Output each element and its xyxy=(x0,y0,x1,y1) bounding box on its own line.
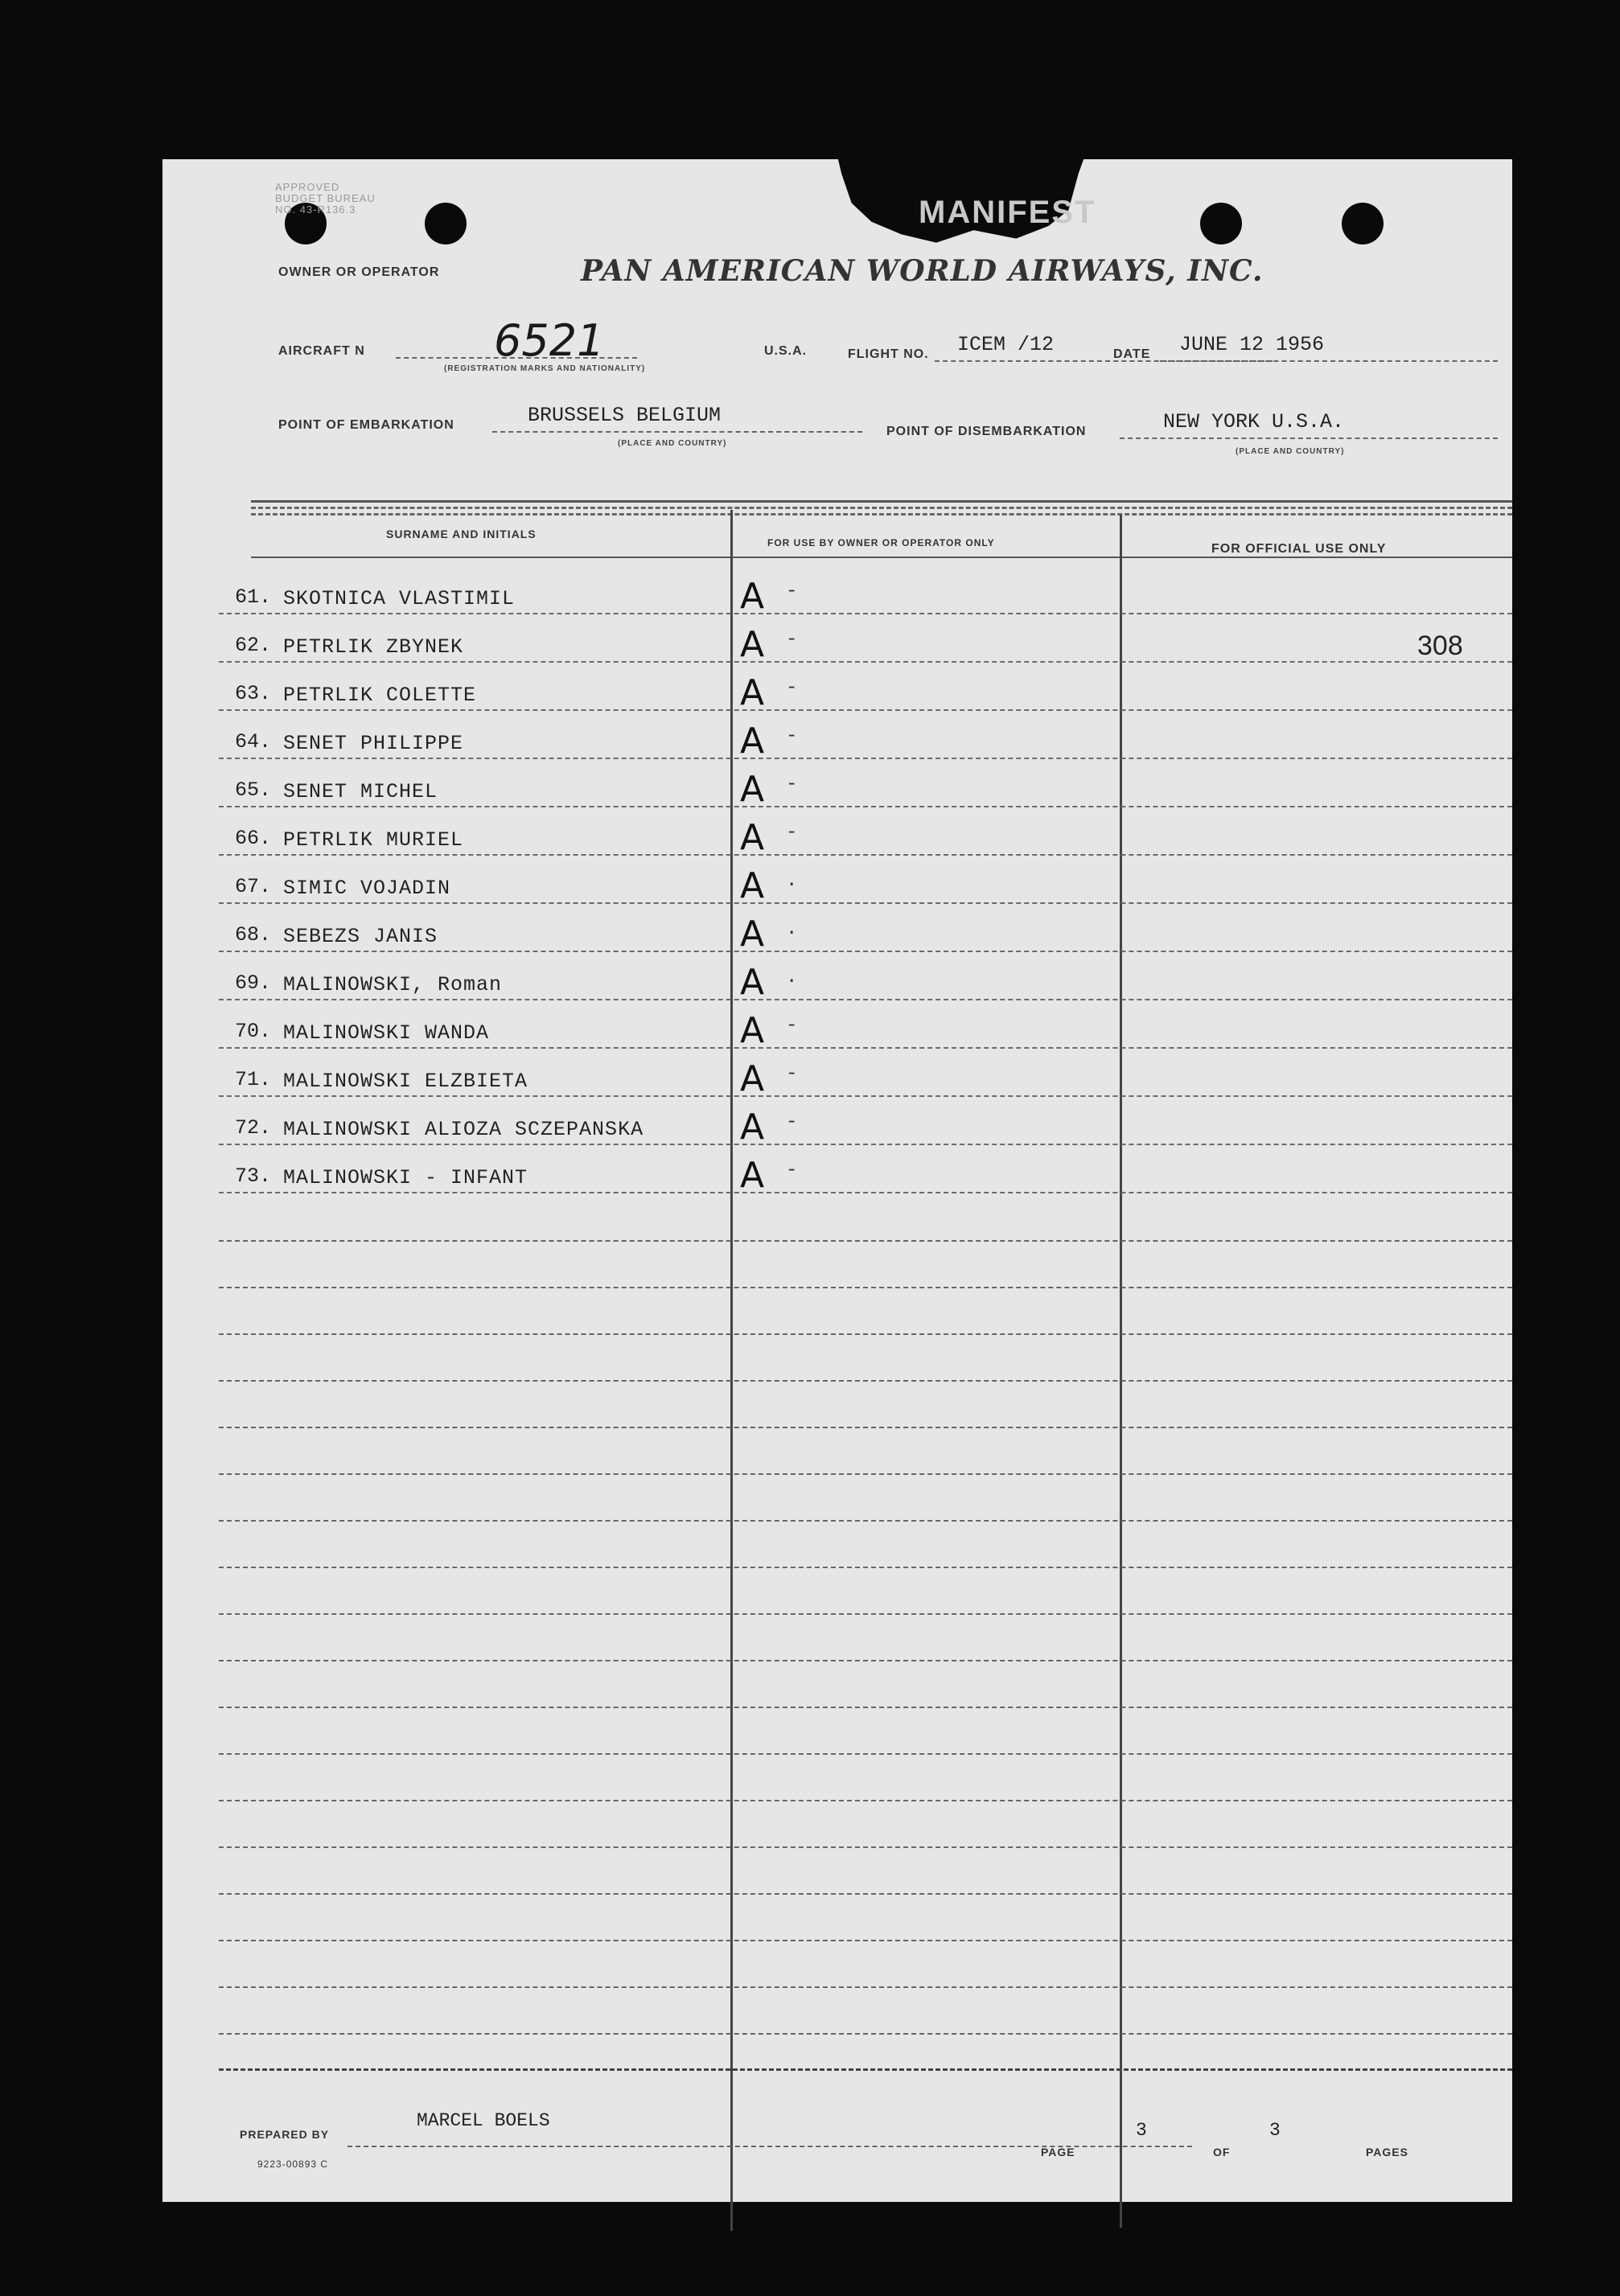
blank-row-line xyxy=(219,1240,1512,1242)
blank-row-line xyxy=(219,2033,1512,2035)
blank-row-line xyxy=(219,1567,1512,1568)
punch-hole xyxy=(425,203,467,244)
page-label: PAGE xyxy=(1041,2146,1075,2158)
operator-code: A xyxy=(740,1107,765,1148)
passenger-name: MALINOWSKI - INFANT xyxy=(283,1166,528,1189)
row-line xyxy=(219,613,1512,614)
passenger-name: MALINOWSKI WANDA xyxy=(283,1021,490,1045)
passenger-row xyxy=(162,915,1512,963)
row-line xyxy=(219,758,1512,759)
passenger-name: PETRLIK ZBYNEK xyxy=(283,635,464,659)
row-line xyxy=(219,1192,1512,1193)
carrier-name: PAN AMERICAN WORLD AIRWAYS, INC. xyxy=(581,254,1264,288)
operator-mark: - xyxy=(786,1063,798,1085)
row-line xyxy=(219,1095,1512,1097)
prepared-value: MARCEL BOELS xyxy=(417,2110,550,2131)
operator-mark: . xyxy=(786,918,798,940)
row-number: 65. xyxy=(235,778,272,802)
operator-code: A xyxy=(740,865,765,906)
operator-code: A xyxy=(740,672,765,713)
blank-row-line xyxy=(219,1707,1512,1708)
blank-row-line xyxy=(219,1800,1512,1801)
operator-mark: - xyxy=(786,725,798,747)
passenger-name: PETRLIK MURIEL xyxy=(283,828,464,852)
embark-sub: (PLACE AND COUNTRY) xyxy=(618,439,727,448)
passenger-name: SENET PHILIPPE xyxy=(283,732,464,755)
blank-row-line xyxy=(219,1473,1512,1475)
operator-mark: - xyxy=(786,629,798,651)
operator-code: A xyxy=(740,624,765,665)
operator-mark: - xyxy=(786,581,798,602)
date-label: DATE xyxy=(1113,347,1151,361)
passenger-row xyxy=(162,722,1512,770)
row-number: 62. xyxy=(235,634,272,657)
column-operator: FOR USE BY OWNER OR OPERATOR ONLY xyxy=(767,537,995,548)
embark-label: POINT OF EMBARKATION xyxy=(278,418,454,432)
blank-row-line xyxy=(219,1893,1512,1895)
passenger-name: MALINOWSKI ALIOZA SCZEPANSKA xyxy=(283,1118,644,1141)
operator-code: A xyxy=(740,962,765,1003)
passenger-row xyxy=(162,867,1512,915)
row-number: 70. xyxy=(235,1020,272,1043)
blank-row-line xyxy=(219,1427,1512,1428)
disembark-label: POINT OF DISEMBARKATION xyxy=(886,425,1087,438)
operator-code: A xyxy=(740,914,765,955)
flight-label: FLIGHT NO. xyxy=(848,347,929,361)
blank-row-line xyxy=(219,1940,1512,1941)
blank-row-line xyxy=(219,1613,1512,1615)
blank-row-line xyxy=(219,1380,1512,1382)
aircraft-value: 6521 xyxy=(494,315,605,366)
date-value: JUNE 12 1956 xyxy=(1179,333,1325,356)
operator-code: A xyxy=(740,769,765,810)
passenger-row xyxy=(162,819,1512,867)
form-number: 9223-00893 C xyxy=(257,2158,329,2170)
row-line xyxy=(219,806,1512,807)
row-number: 71. xyxy=(235,1068,272,1091)
passenger-row xyxy=(162,577,1512,626)
row-number: 63. xyxy=(235,682,272,705)
passenger-name: MALINOWSKI ELZBIETA xyxy=(283,1070,528,1093)
column-surname: SURNAME AND INITIALS xyxy=(386,528,537,540)
row-line xyxy=(219,709,1512,711)
row-number: 69. xyxy=(235,971,272,995)
row-number: 72. xyxy=(235,1116,272,1140)
pages-label: PAGES xyxy=(1366,2146,1408,2158)
row-number: 67. xyxy=(235,875,272,898)
passenger-name: MALINOWSKI, Roman xyxy=(283,973,503,996)
of-value: 3 xyxy=(1269,2120,1281,2141)
blank-row-line xyxy=(219,1333,1512,1335)
row-number: 61. xyxy=(235,585,272,609)
row-line xyxy=(219,1144,1512,1145)
column-official: FOR OFFICIAL USE ONLY xyxy=(1211,542,1387,556)
row-number: 66. xyxy=(235,827,272,850)
blank-row-line xyxy=(219,1287,1512,1288)
operator-code: A xyxy=(740,1010,765,1051)
punch-hole xyxy=(1342,203,1384,244)
passenger-row xyxy=(162,770,1512,819)
row-line xyxy=(219,902,1512,904)
operator-mark: . xyxy=(786,870,798,892)
of-label: OF xyxy=(1213,2146,1231,2158)
operator-code: A xyxy=(740,721,765,762)
page-value: 3 xyxy=(1136,2120,1147,2141)
row-line xyxy=(219,854,1512,856)
passenger-row xyxy=(162,626,1512,674)
operator-mark: . xyxy=(786,967,798,988)
passenger-row xyxy=(162,1108,1512,1156)
manifest-sheet xyxy=(162,159,1512,2202)
blank-row-line xyxy=(219,1846,1512,1848)
blank-row-line xyxy=(219,1660,1512,1661)
owner-label: OWNER OR OPERATOR xyxy=(278,265,440,279)
operator-mark: - xyxy=(786,774,798,795)
prepared-label: PREPARED BY xyxy=(240,2128,330,2141)
passenger-row xyxy=(162,1012,1512,1060)
row-number: 68. xyxy=(235,923,272,947)
operator-code: A xyxy=(740,817,765,858)
aircraft-sub: (REGISTRATION MARKS AND NATIONALITY) xyxy=(444,364,646,373)
row-line xyxy=(219,951,1512,952)
usa-label: U.S.A. xyxy=(764,344,808,358)
passenger-name: SIMIC VOJADIN xyxy=(283,877,451,900)
blank-row-line xyxy=(219,1520,1512,1522)
row-line xyxy=(219,999,1512,1000)
embark-value: BRUSSELS BELGIUM xyxy=(528,404,722,427)
passenger-name: SKOTNICA VLASTIMIL xyxy=(283,587,516,610)
row-number: 73. xyxy=(235,1164,272,1188)
punch-hole xyxy=(1200,203,1242,244)
row-line xyxy=(219,661,1512,663)
disembark-value: NEW YORK U.S.A. xyxy=(1163,410,1345,433)
blank-row-line xyxy=(219,1753,1512,1755)
approval-stamp: APPROVED BUDGET BUREAU NO. 43-R136.3 xyxy=(275,181,376,216)
flight-value: ICEM /12 xyxy=(957,333,1055,356)
passenger-name: SEBEZS JANIS xyxy=(283,925,438,948)
operator-mark: - xyxy=(786,822,798,844)
passenger-name: SENET MICHEL xyxy=(283,780,438,803)
operator-mark: - xyxy=(786,1160,798,1181)
passenger-row xyxy=(162,963,1512,1012)
operator-mark: - xyxy=(786,677,798,699)
manifest-title: MANIFEST xyxy=(919,195,1096,230)
blank-row-line xyxy=(219,1986,1512,1988)
passenger-row xyxy=(162,674,1512,722)
passenger-row xyxy=(162,1156,1512,1205)
row-line xyxy=(219,1047,1512,1049)
aircraft-label: AIRCRAFT N xyxy=(278,344,365,358)
row-number: 64. xyxy=(235,730,272,754)
disembark-sub: (PLACE AND COUNTRY) xyxy=(1236,447,1345,456)
passenger-row xyxy=(162,1060,1512,1108)
operator-code: A xyxy=(740,576,765,617)
operator-code: A xyxy=(740,1058,765,1099)
operator-mark: - xyxy=(786,1111,798,1133)
operator-mark: - xyxy=(786,1015,798,1037)
operator-code: A xyxy=(740,1155,765,1196)
passenger-name: PETRLIK COLETTE xyxy=(283,684,477,707)
official-value: 308 xyxy=(1417,630,1463,661)
